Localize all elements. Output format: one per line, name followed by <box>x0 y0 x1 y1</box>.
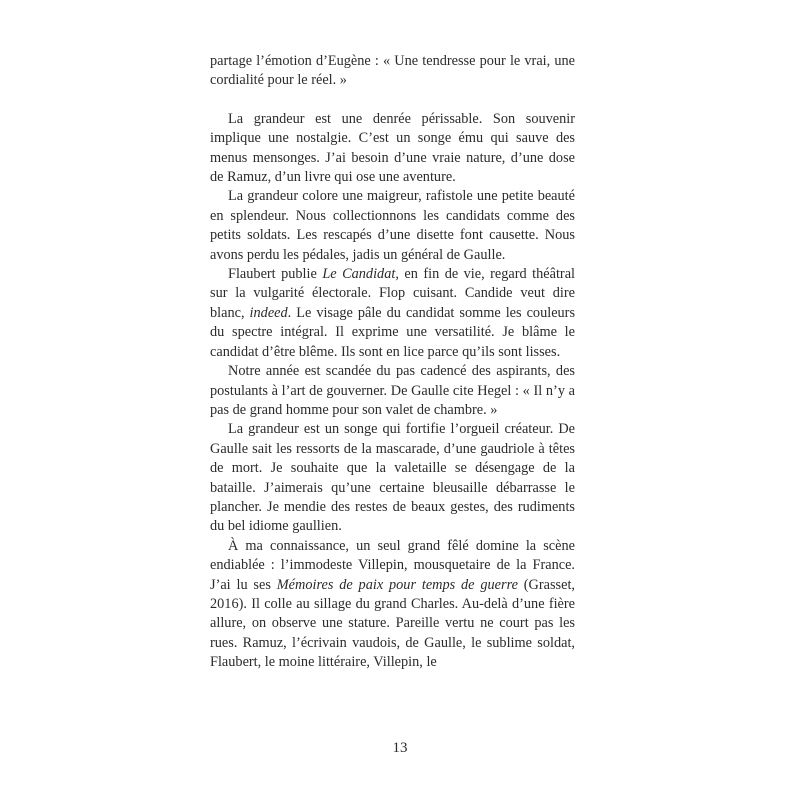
paragraph: La grandeur est une denrée périssable. Son souvenir implique une nostalgie. C’est un songe ému qui sauve des menus mensonges. J’ai besoin d’une vraie nature, d’une dose de Ramuz, d’un livre qui ose une aventure. <box>210 110 575 186</box>
page-number: 13 <box>392 740 408 756</box>
body-text <box>210 52 575 673</box>
text-run: . Le visage pâle du candidat somme les couleurs du spectre intégral. Il exprime une versatilité. Je blâme le candidat d’être blême. Ils sont en lice parce qu’ils sont lisses. <box>210 304 576 360</box>
book-title: Mémoires de paix pour temps de guerre <box>276 576 518 593</box>
book-title: Le Candidat <box>322 266 396 283</box>
paragraph: Notre année est scandée du pas cadencé des aspirants, des postulants à l’art de gouverner. De Gaulle cite Hegel : « Il n’y a pas de grand homme pour son valet de chambre. » <box>210 363 575 418</box>
foreign-word: indeed <box>249 304 288 321</box>
paragraph: La grandeur colore une maigreur, rafistole une petite beauté en splendeur. Nous collectionnons les candidats comme des petits soldats. Les rescapés d’une disette font causette. Nous avons perdu les pédales, jadis un général de Gaulle. <box>210 188 575 263</box>
text-run: (Grasset, 2016). Il colle au sillage du grand Charles. Au-delà d’une fière allure, on observe une stature. Pareille vertu ne court pas les rues. Ramuz, l’écrivain vaudois, de Gaulle, le sublime soldat, Flaubert, le moine littéraire, Villepin, le <box>210 576 575 671</box>
paragraph: La grandeur est un songe qui fortifie l’orgueil créateur. De Gaulle sait les ressorts de la mascarade, d’une gaudriole à têtes de mort. Je souhaite que la valetaille se désengage de la bataille. J’aimerais qu’une certaine bleusaille débarrasse le plancher. Je mendie des restes de beaux gestes, des rudiments du bel idiome gaullien. <box>210 421 575 535</box>
paragraph <box>210 537 575 673</box>
text-run: À ma connaissance, un seul grand fêlé domine la scène endiablée : l’immodeste Villepin, mousquetaire de la France. J’ai lu ses <box>210 537 575 593</box>
paragraph <box>210 265 575 362</box>
paragraph-continuation: partage l’émotion d’Eugène : « Une tendresse pour le vrai, une cordialité pour le réel. » <box>210 53 575 89</box>
text-run: Flaubert publie <box>228 266 323 283</box>
text-run: , en fin de vie, regard théâtral sur la vulgarité électorale. Flop cuisant. Candide veut dire blanc, <box>210 266 576 321</box>
